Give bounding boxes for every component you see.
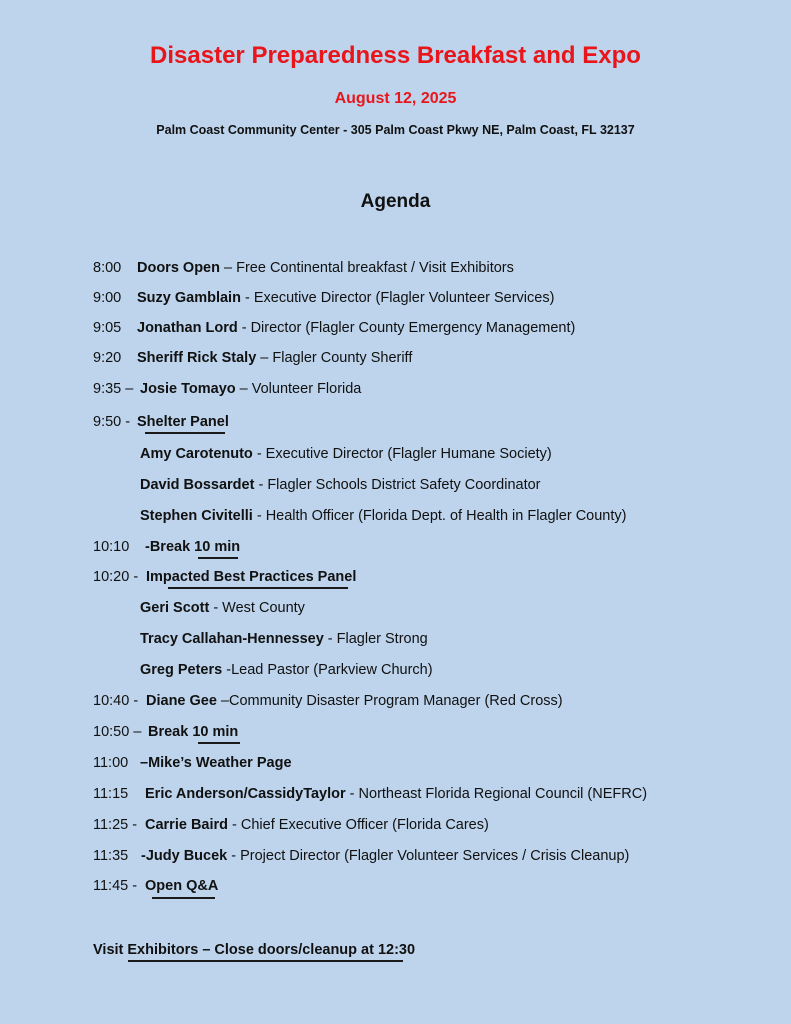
panelist-name: Greg Peters	[140, 662, 223, 678]
panelist-name: Tracy Callahan-Hennessey	[140, 631, 324, 647]
agenda-desc: - Director (Flagler County Emergency Management)	[237, 320, 576, 336]
agenda-item	[93, 381, 361, 397]
agenda-name: Josie Tomayo	[140, 381, 236, 397]
agenda-time: 9:20	[93, 350, 122, 366]
agenda-name: Jonathan Lord	[137, 320, 238, 336]
agenda-desc: - Executive Director (Flagler Volunteer Services)	[240, 290, 555, 306]
agenda-name: Sheriff Rick Staly	[137, 350, 257, 366]
panelist-desc: - West County	[209, 600, 305, 616]
agenda-item	[93, 260, 514, 276]
agenda-time: 11:35	[93, 848, 129, 864]
panelist-name: David Bossardet	[140, 477, 255, 493]
agenda-time: 10:50 –	[93, 724, 142, 740]
agenda-time: 9:05	[93, 320, 122, 336]
agenda-name: Suzy Gamblain	[137, 290, 241, 306]
agenda-name: –Mike’s Weather Page	[140, 755, 292, 771]
agenda-time: 10:10	[93, 539, 130, 555]
agenda-item	[93, 817, 489, 833]
agenda-item	[93, 724, 238, 740]
panelist-item	[140, 631, 428, 647]
event-date: August 12, 2025	[334, 90, 457, 107]
agenda-desc: – Free Continental breakfast / Visit Exhibitors	[219, 260, 514, 276]
panelist-desc: -Lead Pastor (Parkview Church)	[222, 662, 433, 678]
agenda-name: -Judy Bucek	[141, 848, 228, 864]
agenda-time: 10:20 -	[93, 569, 139, 585]
panelist-desc: - Flagler Strong	[323, 631, 428, 647]
agenda-item	[93, 693, 563, 709]
agenda-name: Doors Open	[137, 260, 220, 276]
agenda-time: 11:25 -	[93, 817, 138, 833]
agenda-time: 9:50 -	[93, 414, 131, 430]
agenda-name: Eric Anderson/CassidyTaylor	[145, 786, 346, 802]
agenda-item	[93, 569, 356, 585]
agenda-time: 9:00	[93, 290, 122, 306]
agenda-heading: Agenda	[360, 191, 431, 212]
break-underline	[198, 557, 238, 559]
agenda-desc: - Northeast Florida Regional Council (NEFRC)	[345, 786, 648, 802]
panelist-name: Amy Carotenuto	[140, 446, 253, 462]
agenda-desc: –Community Disaster Program Manager (Red Cross)	[216, 693, 563, 709]
agenda-time: 8:00	[93, 260, 122, 276]
agenda-item	[93, 786, 647, 802]
agenda-name: Break 10 min	[148, 724, 239, 740]
panelist-name: Geri Scott	[140, 600, 210, 616]
agenda-time: 11:45 -	[93, 878, 138, 894]
shelter-panel-underline	[145, 432, 225, 434]
panelist-item	[140, 600, 305, 616]
agenda-name: Shelter Panel	[137, 414, 229, 430]
agenda-item	[93, 539, 240, 555]
panelist-item	[140, 508, 626, 524]
agenda-item	[93, 878, 218, 894]
agenda-item	[93, 290, 554, 306]
agenda-time: 11:00	[93, 755, 129, 771]
agenda-name: -Break 10 min	[145, 539, 241, 555]
panelist-name: Stephen Civitelli	[140, 508, 253, 524]
panelist-desc: - Health Officer (Florida Dept. of Health in Flagler County)	[252, 508, 627, 524]
agenda-desc: – Volunteer Florida	[235, 381, 362, 397]
panelist-desc: - Executive Director (Flagler Humane Society)	[252, 446, 552, 462]
agenda-name: Diane Gee	[146, 693, 217, 709]
agenda-name: Impacted Best Practices Panel	[146, 569, 357, 585]
open-qa-underline	[152, 897, 215, 899]
agenda-item	[93, 755, 292, 771]
page-title: Disaster Preparedness Breakfast and Expo	[150, 42, 641, 69]
agenda-time: 10:40 -	[93, 693, 139, 709]
agenda-name: Open Q&A	[145, 878, 219, 894]
agenda-time: 9:35 –	[93, 381, 134, 397]
agenda-item	[93, 350, 412, 366]
agenda-item	[93, 320, 575, 336]
panelist-desc: - Flagler Schools District Safety Coordinator	[254, 477, 541, 493]
agenda-item	[93, 414, 229, 430]
agenda-desc: - Project Director (Flagler Volunteer Services / Crisis Cleanup)	[227, 848, 630, 864]
break-underline	[198, 742, 240, 744]
closing-underline	[128, 960, 403, 962]
panelist-item	[140, 446, 552, 462]
closing-note: Visit Exhibitors – Close doors/cleanup at 12:30	[93, 942, 416, 958]
impacted-panel-underline	[168, 587, 348, 589]
agenda-name: Carrie Baird	[145, 817, 229, 833]
agenda-desc: - Chief Executive Officer (Florida Cares)	[228, 817, 489, 833]
panelist-item	[140, 662, 433, 678]
event-location: Palm Coast Community Center - 305 Palm Coast Pkwy NE, Palm Coast, FL 32137	[156, 123, 635, 137]
agenda-desc: – Flagler County Sheriff	[256, 350, 413, 366]
agenda-item	[93, 848, 629, 864]
agenda-time: 11:15	[93, 786, 129, 802]
panelist-item	[140, 477, 541, 493]
